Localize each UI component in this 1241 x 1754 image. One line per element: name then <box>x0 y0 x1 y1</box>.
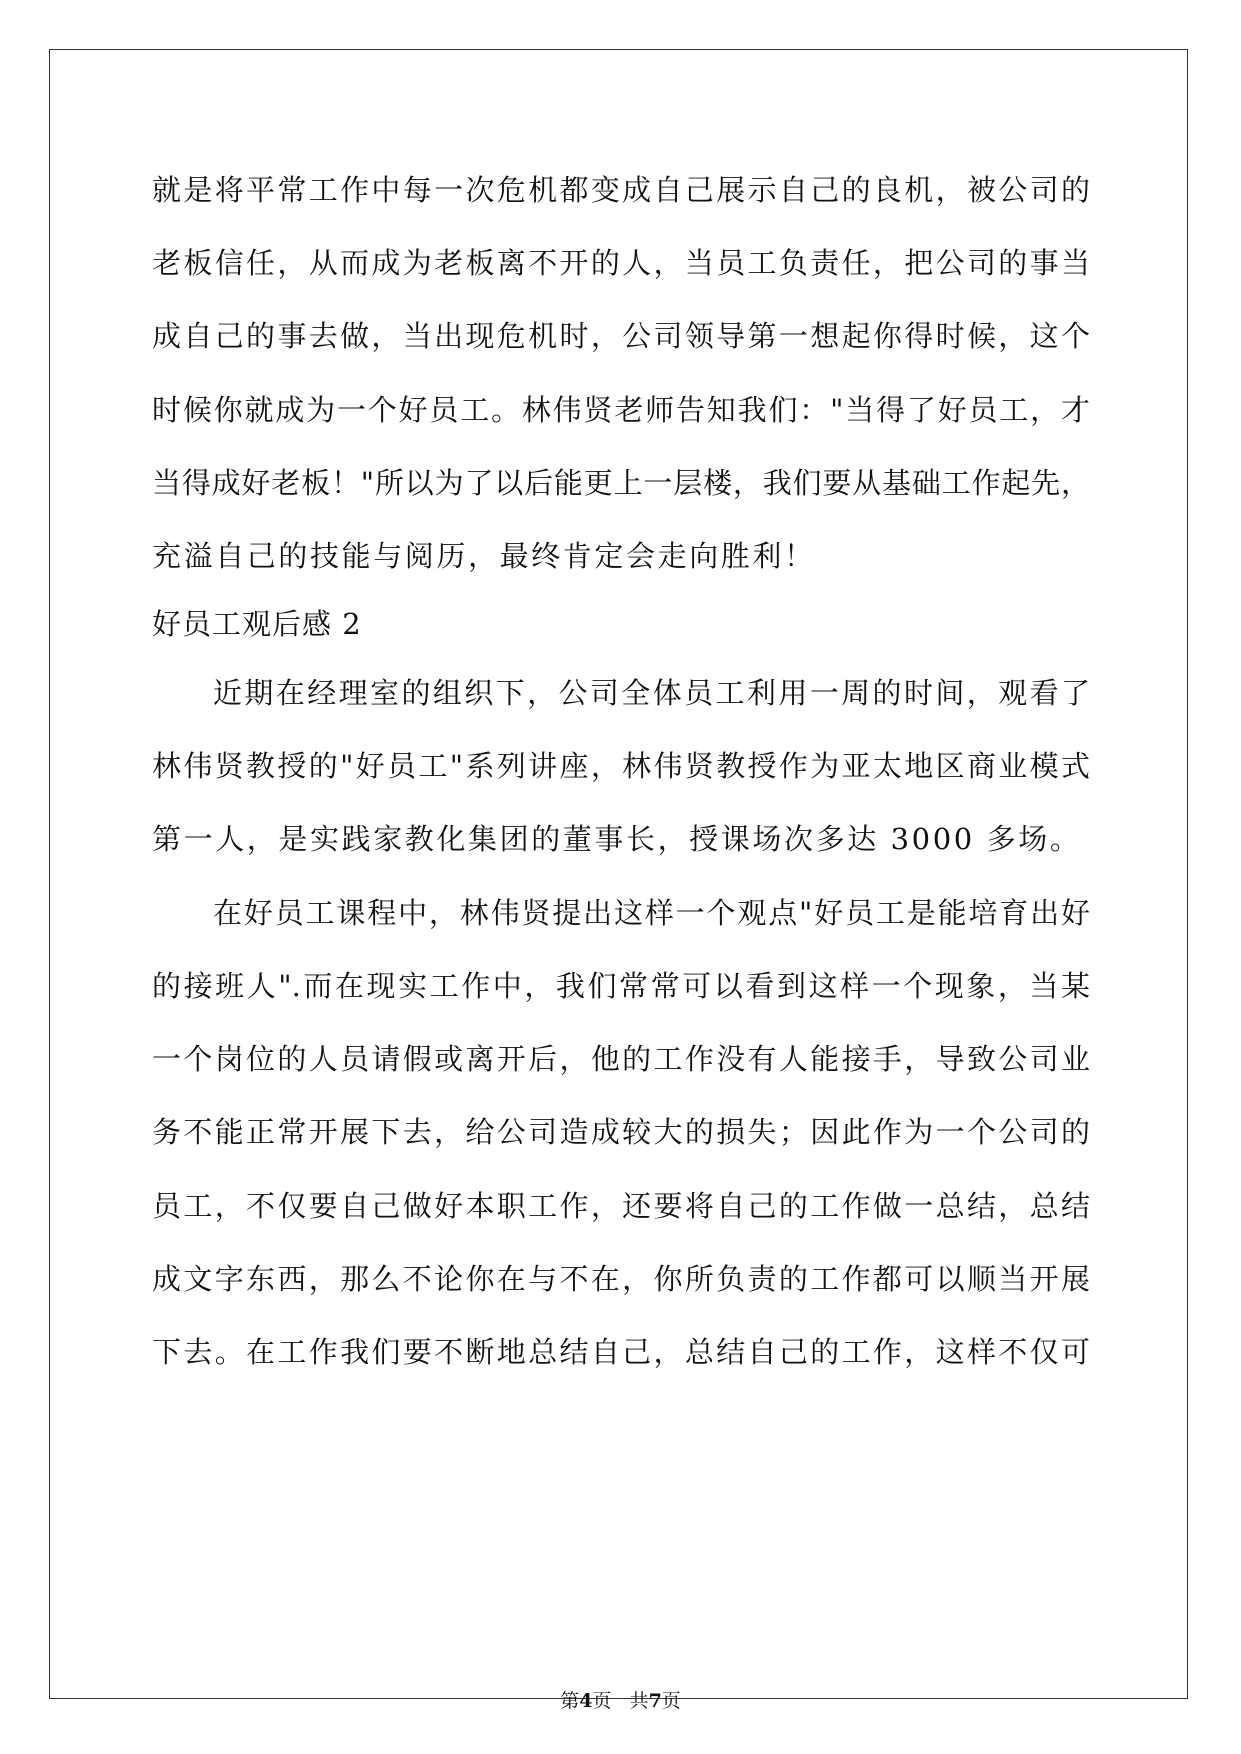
body-text-line: 务不能正常开展下去，给公司造成较大的损失；因此作为一个公司的 <box>152 1115 1090 1149</box>
body-text-line: 林伟贤教授的"好员工"系列讲座，林伟贤教授作为亚太地区商业模式 <box>152 749 1090 783</box>
body-text-line: 第一人，是实践家教化集团的董事长，授课场次多达 3000 多场。 <box>152 822 1082 856</box>
body-text-line: 成文字东西，那么不论你在与不在，你所负责的工作都可以顺当开展 <box>152 1262 1090 1296</box>
body-text-line: 当得成好老板！"所以为了以后能更上一层楼，我们要从基础工作起先， <box>152 466 1090 500</box>
current-page-number: 4 <box>579 1690 593 1712</box>
body-text-line: 一个岗位的人员请假或离开后，他的工作没有人能接手，导致公司业 <box>152 1042 1090 1076</box>
footer-prefix: 第 <box>560 1690 580 1712</box>
body-text-line: 时候你就成为一个好员工。林伟贤老师告知我们："当得了好员工，才 <box>152 393 1090 427</box>
page-footer <box>0 1689 1241 1713</box>
body-text-line: 员工，不仅要自己做好本职工作，还要将自己的工作做一总结，总结 <box>152 1189 1090 1223</box>
total-pages-number: 7 <box>648 1690 662 1712</box>
footer-middle: 页 共 <box>592 1690 649 1712</box>
body-text-line: 下去。在工作我们要不断地总结自己，总结自己的工作，这样不仅可 <box>152 1335 1090 1369</box>
body-text-line: 成自己的事去做，当出现危机时，公司领导第一想起你得时候，这个 <box>152 319 1090 353</box>
page-border <box>49 49 1188 1699</box>
body-text-line: 的接班人".而在现实工作中，我们常常可以看到这样一个现象，当某 <box>152 969 1090 1003</box>
body-text-line: 充溢自己的技能与阅历，最终肯定会走向胜利！ <box>152 539 816 573</box>
body-text-line: 老板信任，从而成为老板离不开的人，当员工负责任，把公司的事当 <box>152 246 1090 280</box>
section-heading: 好员工观后感 2 <box>152 607 362 641</box>
body-text-line: 就是将平常工作中每一次危机都变成自己展示自己的良机，被公司的 <box>152 173 1090 207</box>
paragraph-first-line: 近期在经理室的组织下，公司全体员工利用一周的时间，观看了 <box>213 676 1090 710</box>
footer-suffix: 页 <box>661 1690 681 1712</box>
paragraph-first-line: 在好员工课程中，林伟贤提出这样一个观点"好员工是能培育出好 <box>213 896 1090 930</box>
